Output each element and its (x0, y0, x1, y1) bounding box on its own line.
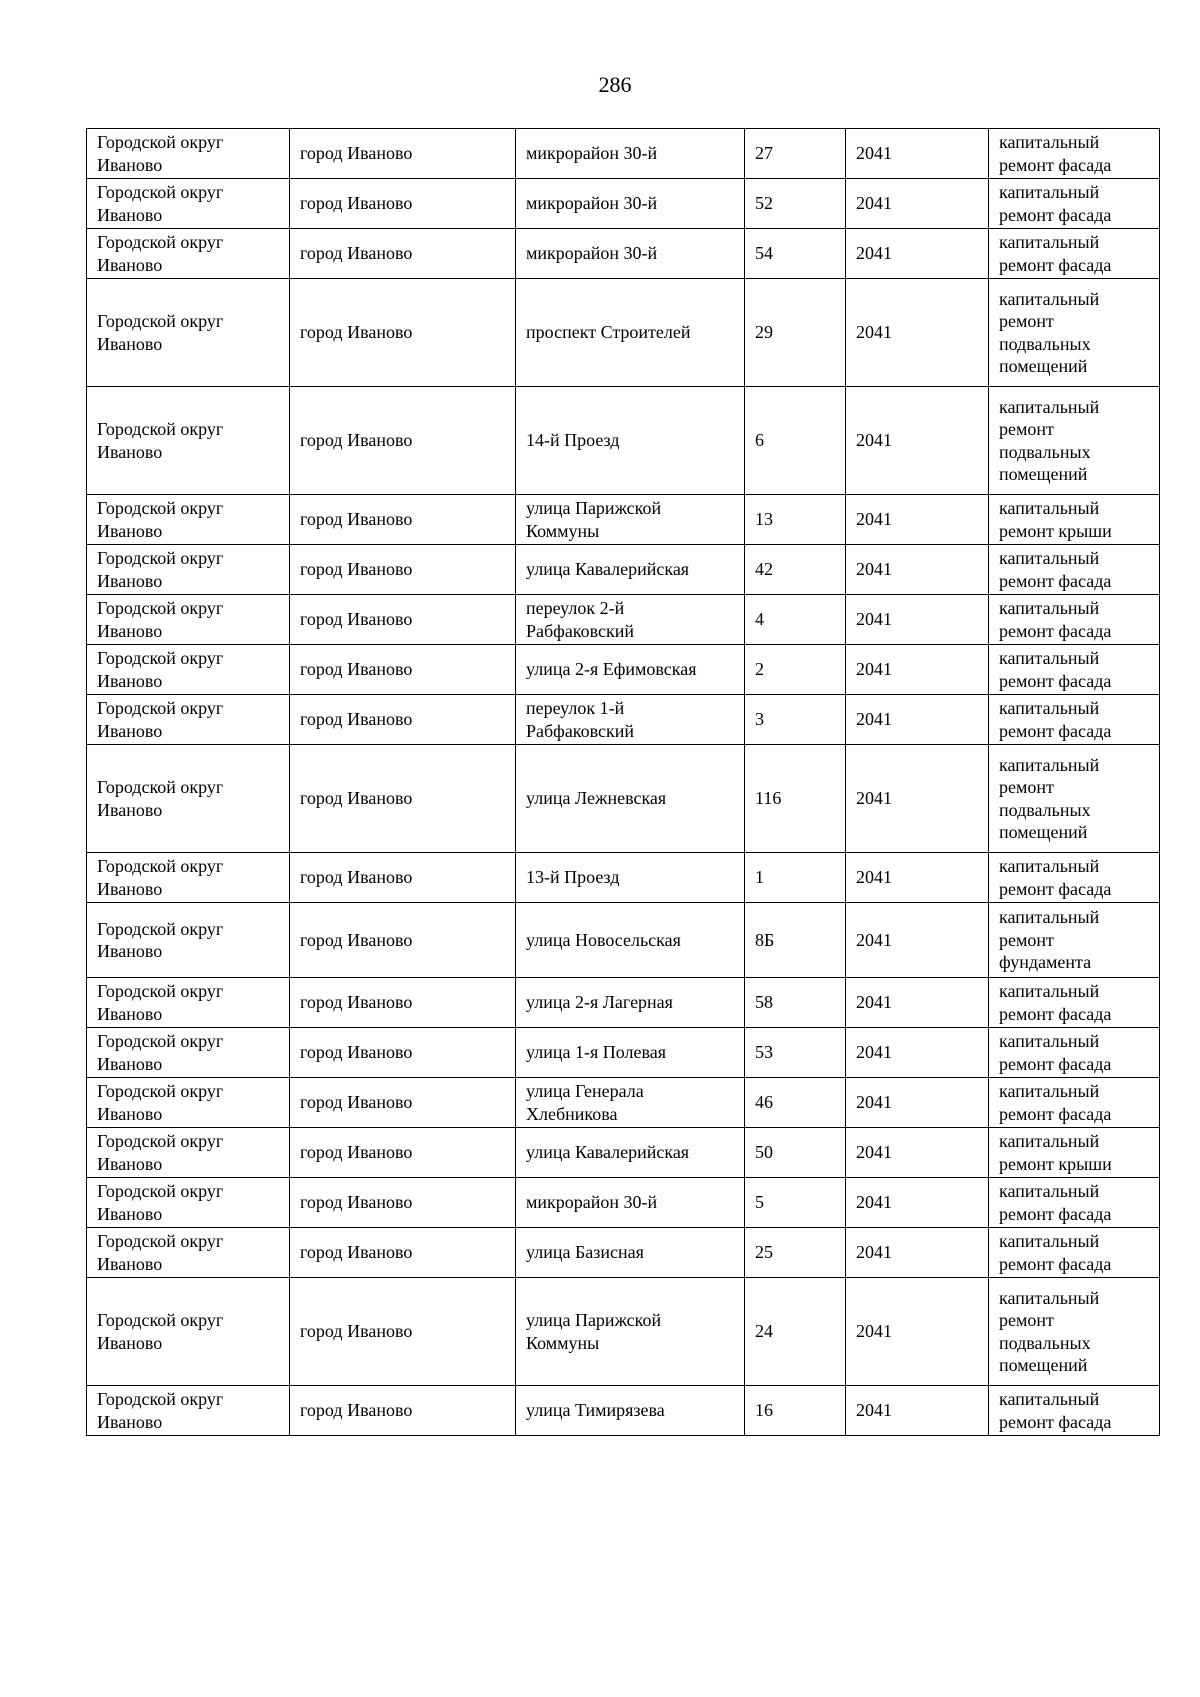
work-type-cell: капитальный ремонт фасада (989, 645, 1160, 695)
house-cell: 25 (745, 1228, 846, 1278)
table-row (87, 595, 1160, 645)
street-cell: микрорайон 30-й (516, 229, 745, 279)
street-cell: переулок 2-й Рабфаковский (516, 595, 745, 645)
year-cell: 2041 (846, 1278, 989, 1386)
work-type-cell: капитальный ремонт фундамента (989, 903, 1160, 978)
table-row (87, 179, 1160, 229)
work-type-cell: капитальный ремонт фасада (989, 595, 1160, 645)
table-row (87, 1128, 1160, 1178)
table-row (87, 279, 1160, 387)
street-cell: улица Кавалерийская (516, 1128, 745, 1178)
city-cell: город Иваново (290, 279, 516, 387)
house-cell: 27 (745, 129, 846, 179)
city-cell: город Иваново (290, 1386, 516, 1436)
city-cell: город Иваново (290, 229, 516, 279)
street-cell: улица 2-я Ефимовская (516, 645, 745, 695)
work-type-cell: капитальный ремонт фасада (989, 853, 1160, 903)
street-cell: 13-й Проезд (516, 853, 745, 903)
city-cell: город Иваново (290, 645, 516, 695)
table-row (87, 903, 1160, 978)
year-cell: 2041 (846, 229, 989, 279)
house-cell: 1 (745, 853, 846, 903)
year-cell: 2041 (846, 1386, 989, 1436)
work-type-cell: капитальный ремонт фасада (989, 129, 1160, 179)
city-cell: город Иваново (290, 129, 516, 179)
table-row (87, 387, 1160, 495)
repair-schedule-table (86, 128, 1160, 1436)
city-cell: город Иваново (290, 745, 516, 853)
work-type-cell: капитальный ремонт фасада (989, 1386, 1160, 1436)
district-cell: Городской округ Иваново (87, 179, 290, 229)
city-cell: город Иваново (290, 545, 516, 595)
house-cell: 54 (745, 229, 846, 279)
district-cell: Городской округ Иваново (87, 545, 290, 595)
city-cell: город Иваново (290, 1128, 516, 1178)
work-type-cell: капитальный ремонт фасада (989, 229, 1160, 279)
street-cell: 14-й Проезд (516, 387, 745, 495)
district-cell: Городской округ Иваново (87, 1228, 290, 1278)
table-row (87, 745, 1160, 853)
house-cell: 13 (745, 495, 846, 545)
district-cell: Городской округ Иваново (87, 495, 290, 545)
city-cell: город Иваново (290, 695, 516, 745)
table-row (87, 1278, 1160, 1386)
district-cell: Городской округ Иваново (87, 695, 290, 745)
table-row (87, 695, 1160, 745)
year-cell: 2041 (846, 903, 989, 978)
street-cell: улица Базисная (516, 1228, 745, 1278)
city-cell: город Иваново (290, 1278, 516, 1386)
district-cell: Городской округ Иваново (87, 645, 290, 695)
house-cell: 53 (745, 1028, 846, 1078)
work-type-cell: капитальный ремонт фасада (989, 695, 1160, 745)
year-cell: 2041 (846, 595, 989, 645)
year-cell: 2041 (846, 1128, 989, 1178)
table-row (87, 1078, 1160, 1128)
year-cell: 2041 (846, 1078, 989, 1128)
work-type-cell: капитальный ремонт фасада (989, 1228, 1160, 1278)
district-cell: Городской округ Иваново (87, 853, 290, 903)
year-cell: 2041 (846, 495, 989, 545)
street-cell: улица Парижской Коммуны (516, 495, 745, 545)
street-cell: улица Кавалерийская (516, 545, 745, 595)
district-cell: Городской округ Иваново (87, 978, 290, 1028)
year-cell: 2041 (846, 279, 989, 387)
street-cell: улица Парижской Коммуны (516, 1278, 745, 1386)
street-cell: микрорайон 30-й (516, 129, 745, 179)
house-cell: 52 (745, 179, 846, 229)
work-type-cell: капитальный ремонт подвальных помещений (989, 1278, 1160, 1386)
work-type-cell: капитальный ремонт крыши (989, 1128, 1160, 1178)
table-row (87, 495, 1160, 545)
work-type-cell: капитальный ремонт подвальных помещений (989, 745, 1160, 853)
district-cell: Городской округ Иваново (87, 1386, 290, 1436)
table-row (87, 1028, 1160, 1078)
city-cell: город Иваново (290, 1028, 516, 1078)
district-cell: Городской округ Иваново (87, 279, 290, 387)
year-cell: 2041 (846, 853, 989, 903)
year-cell: 2041 (846, 179, 989, 229)
street-cell: улица Тимирязева (516, 1386, 745, 1436)
year-cell: 2041 (846, 1228, 989, 1278)
work-type-cell: капитальный ремонт фасада (989, 1028, 1160, 1078)
work-type-cell: капитальный ремонт фасада (989, 1078, 1160, 1128)
street-cell: улица 2-я Лагерная (516, 978, 745, 1028)
table-row (87, 978, 1160, 1028)
street-cell: микрорайон 30-й (516, 1178, 745, 1228)
house-cell: 42 (745, 545, 846, 595)
house-cell: 29 (745, 279, 846, 387)
year-cell: 2041 (846, 695, 989, 745)
district-cell: Городской округ Иваново (87, 387, 290, 495)
district-cell: Городской округ Иваново (87, 1078, 290, 1128)
year-cell: 2041 (846, 745, 989, 853)
district-cell: Городской округ Иваново (87, 229, 290, 279)
table-row (87, 1178, 1160, 1228)
house-cell: 2 (745, 645, 846, 695)
house-cell: 6 (745, 387, 846, 495)
street-cell: улица 1-я Полевая (516, 1028, 745, 1078)
work-type-cell: капитальный ремонт подвальных помещений (989, 279, 1160, 387)
street-cell: улица Новосельская (516, 903, 745, 978)
district-cell: Городской округ Иваново (87, 1178, 290, 1228)
city-cell: город Иваново (290, 903, 516, 978)
house-cell: 24 (745, 1278, 846, 1386)
table-row (87, 645, 1160, 695)
year-cell: 2041 (846, 1178, 989, 1228)
table-row (87, 129, 1160, 179)
street-cell: переулок 1-й Рабфаковский (516, 695, 745, 745)
house-cell: 8Б (745, 903, 846, 978)
table-row (87, 1386, 1160, 1436)
year-cell: 2041 (846, 1028, 989, 1078)
city-cell: город Иваново (290, 1178, 516, 1228)
work-type-cell: капитальный ремонт подвальных помещений (989, 387, 1160, 495)
work-type-cell: капитальный ремонт фасада (989, 179, 1160, 229)
house-cell: 50 (745, 1128, 846, 1178)
city-cell: город Иваново (290, 1228, 516, 1278)
city-cell: город Иваново (290, 1078, 516, 1128)
page-number: 286 (598, 72, 632, 97)
district-cell: Городской округ Иваново (87, 1128, 290, 1178)
street-cell: проспект Строителей (516, 279, 745, 387)
district-cell: Городской округ Иваново (87, 129, 290, 179)
year-cell: 2041 (846, 545, 989, 595)
work-type-cell: капитальный ремонт фасада (989, 545, 1160, 595)
house-cell: 116 (745, 745, 846, 853)
city-cell: город Иваново (290, 495, 516, 545)
house-cell: 4 (745, 595, 846, 645)
year-cell: 2041 (846, 978, 989, 1028)
street-cell: микрорайон 30-й (516, 179, 745, 229)
district-cell: Городской округ Иваново (87, 1278, 290, 1386)
city-cell: город Иваново (290, 595, 516, 645)
year-cell: 2041 (846, 645, 989, 695)
street-cell: улица Лежневская (516, 745, 745, 853)
table-row (87, 853, 1160, 903)
house-cell: 58 (745, 978, 846, 1028)
house-cell: 16 (745, 1386, 846, 1436)
district-cell: Городской округ Иваново (87, 595, 290, 645)
city-cell: город Иваново (290, 978, 516, 1028)
house-cell: 46 (745, 1078, 846, 1128)
city-cell: город Иваново (290, 853, 516, 903)
work-type-cell: капитальный ремонт крыши (989, 495, 1160, 545)
street-cell: улица Генерала Хлебникова (516, 1078, 745, 1128)
house-cell: 3 (745, 695, 846, 745)
year-cell: 2041 (846, 129, 989, 179)
work-type-cell: капитальный ремонт фасада (989, 978, 1160, 1028)
city-cell: город Иваново (290, 387, 516, 495)
district-cell: Городской округ Иваново (87, 1028, 290, 1078)
city-cell: город Иваново (290, 179, 516, 229)
table-row (87, 229, 1160, 279)
house-cell: 5 (745, 1178, 846, 1228)
year-cell: 2041 (846, 387, 989, 495)
table-row (87, 1228, 1160, 1278)
district-cell: Городской округ Иваново (87, 903, 290, 978)
work-type-cell: капитальный ремонт фасада (989, 1178, 1160, 1228)
district-cell: Городской округ Иваново (87, 745, 290, 853)
table-row (87, 545, 1160, 595)
